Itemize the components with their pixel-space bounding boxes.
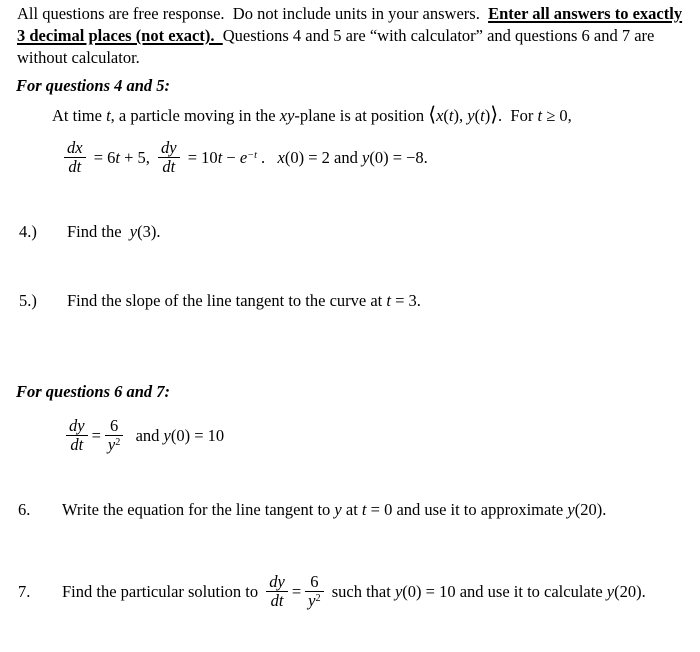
- fraction-6-over-y-squared: [105, 417, 123, 455]
- equals-sign: =: [91, 425, 101, 445]
- fraction-numerator: 6: [305, 573, 323, 592]
- equals-sign: =: [291, 581, 302, 601]
- question-6-row: [18, 499, 606, 521]
- question-4-text: Find the y(3).: [67, 222, 161, 241]
- question-7-text-before-formula: Find the particular solution to: [62, 581, 263, 601]
- particle-derivatives-formula: [60, 139, 428, 177]
- initial-condition-text: and y(0) = 10: [127, 425, 225, 445]
- fraction-numerator: dx: [64, 139, 86, 158]
- question-5-number: 5.): [19, 291, 37, 310]
- intro-line1-normal-text: All questions are free response. Do not include units in your answers.: [17, 4, 489, 23]
- question-6-text: Write the equation for the line tangent to y at t = 0 and use it to approximate y(20).: [62, 500, 607, 519]
- formula-tail-text: = $10t - e^{-t}$ . x(0) = 2 and y(0) = −8.: [183, 147, 428, 167]
- question-4-number: 4.): [19, 222, 37, 241]
- fraction-denominator: $y^2$: [107, 435, 121, 455]
- fraction-denominator: dt: [162, 157, 176, 177]
- fraction-6-over-y-squared: [305, 573, 323, 611]
- section-6-7-heading: For questions 6 and 7:: [16, 382, 171, 401]
- fraction-denominator: dt: [270, 591, 284, 611]
- question-6-number: 6.: [18, 500, 31, 519]
- question-7-text-after-formula: such that y(0) = 10 and use it to calculate y(20).: [327, 581, 646, 601]
- fraction-numerator: dy: [66, 417, 88, 436]
- question-4-row: [19, 221, 161, 243]
- intro-line3-normal-text: without calculator.: [17, 48, 140, 67]
- intro-paragraph: [17, 3, 682, 69]
- particle-setup-sentence: At time t, a particle moving in the xy-plane is at position ⟨x(t), y(t)⟩. For t ≥ 0,: [52, 104, 572, 126]
- intro-line-1: [17, 3, 682, 25]
- fraction-denominator: dt: [70, 435, 84, 455]
- intro-line2-bold-underlined-text: 3 decimal places (not exact).: [17, 26, 223, 45]
- fraction-dx-dt: [64, 139, 86, 177]
- question-7-row: [18, 573, 646, 611]
- intro-line1-bold-underlined-text: Enter all answers to exactly: [488, 4, 683, 23]
- fraction-dy-dt: [158, 139, 180, 177]
- fraction-denominator: dt: [68, 157, 82, 177]
- fraction-numerator: 6: [105, 417, 123, 436]
- fraction-dy-dt: [266, 573, 288, 611]
- fraction-dy-dt: [66, 417, 88, 455]
- formula-middle-text: = 6t + 5,: [89, 147, 155, 167]
- fraction-denominator: $y^2$: [308, 591, 321, 611]
- intro-line-3: [17, 47, 682, 69]
- differential-equation-formula: [62, 417, 224, 455]
- question-5-row: [19, 290, 421, 312]
- fraction-numerator: dy: [158, 139, 180, 158]
- question-5-text: Find the slope of the line tangent to the curve at t = 3.: [67, 291, 421, 310]
- intro-line2-normal-text: Questions 4 and 5 are “with calculator” and questions 6 and 7 are: [222, 26, 655, 45]
- question-7-number: 7.: [18, 581, 31, 601]
- section-4-5-heading: For questions 4 and 5:: [16, 76, 171, 95]
- fraction-numerator: dy: [266, 573, 288, 592]
- intro-line-2: [17, 25, 682, 47]
